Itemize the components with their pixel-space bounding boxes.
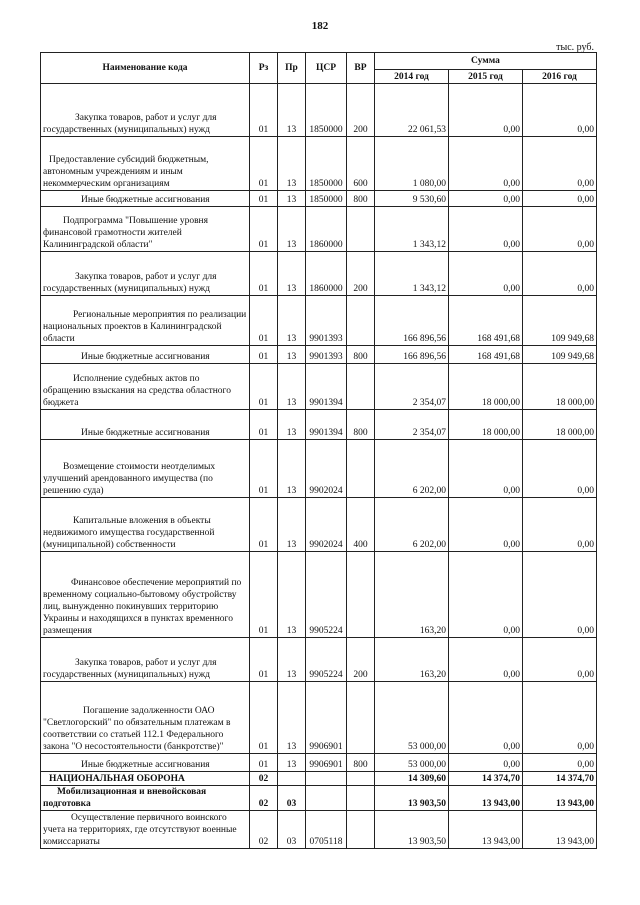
table-row xyxy=(41,772,597,786)
cell-y2014: 6 202,00 xyxy=(375,440,449,498)
cell-csr: 9901394 xyxy=(306,410,347,440)
cell-y2014: 1 343,12 xyxy=(375,207,449,252)
cell-y2016: 109 949,68 xyxy=(523,296,597,346)
cell-vr: 800 xyxy=(347,754,375,772)
cell-y2016: 0,00 xyxy=(523,207,597,252)
cell-y2014: 163,20 xyxy=(375,552,449,638)
cell-vr: 600 xyxy=(347,137,375,191)
cell-pr: 13 xyxy=(278,754,306,772)
table-row xyxy=(41,811,597,849)
cell-vr: 800 xyxy=(347,410,375,440)
cell-y2015: 0,00 xyxy=(449,638,523,682)
cell-csr: 1860000 xyxy=(306,207,347,252)
cell-csr: 0705118 xyxy=(306,811,347,849)
cell-y2016: 0,00 xyxy=(523,552,597,638)
cell-pr: 13 xyxy=(278,346,306,364)
cell-csr: 9901393 xyxy=(306,296,347,346)
cell-y2014: 53 000,00 xyxy=(375,682,449,754)
cell-y2016: 18 000,00 xyxy=(523,364,597,410)
cell-y2016: 0,00 xyxy=(523,191,597,207)
table-row xyxy=(41,191,597,207)
cell-vr xyxy=(347,786,375,811)
cell-y2015: 0,00 xyxy=(449,754,523,772)
cell-pr: 13 xyxy=(278,638,306,682)
cell-y2014: 13 903,50 xyxy=(375,786,449,811)
cell-csr: 9902024 xyxy=(306,498,347,552)
cell-vr xyxy=(347,552,375,638)
cell-pr: 13 xyxy=(278,296,306,346)
header-2016: 2016 год xyxy=(523,70,597,84)
cell-csr: 9905224 xyxy=(306,638,347,682)
table-row xyxy=(41,346,597,364)
cell-y2016: 0,00 xyxy=(523,754,597,772)
header-2014: 2014 год xyxy=(375,70,449,84)
cell-y2015: 0,00 xyxy=(449,440,523,498)
cell-csr: 9905224 xyxy=(306,552,347,638)
cell-rz: 01 xyxy=(250,498,278,552)
cell-vr: 400 xyxy=(347,498,375,552)
row-name: Подпрограмма "Повышение уровня финансовой грамотности жителей Калининградской области" xyxy=(41,207,250,252)
cell-y2015: 18 000,00 xyxy=(449,410,523,440)
cell-y2016: 0,00 xyxy=(523,498,597,552)
cell-pr: 13 xyxy=(278,410,306,440)
row-name: Иные бюджетные ассигнования xyxy=(41,346,250,364)
cell-y2016: 13 943,00 xyxy=(523,786,597,811)
cell-vr: 200 xyxy=(347,84,375,137)
cell-pr: 13 xyxy=(278,440,306,498)
header-rz: Рз xyxy=(250,53,278,84)
table-row xyxy=(41,754,597,772)
cell-pr xyxy=(278,772,306,786)
cell-rz: 01 xyxy=(250,252,278,296)
cell-y2014: 14 309,60 xyxy=(375,772,449,786)
cell-y2014: 2 354,07 xyxy=(375,364,449,410)
cell-vr xyxy=(347,682,375,754)
cell-csr: 9901393 xyxy=(306,346,347,364)
table-row xyxy=(41,498,597,552)
cell-rz: 01 xyxy=(250,364,278,410)
cell-csr: 9906901 xyxy=(306,682,347,754)
row-name: Закупка товаров, работ и услуг для государственных (муниципальных) нужд xyxy=(41,638,250,682)
cell-rz: 01 xyxy=(250,346,278,364)
cell-y2014: 9 530,60 xyxy=(375,191,449,207)
cell-csr: 1850000 xyxy=(306,84,347,137)
cell-csr: 9906901 xyxy=(306,754,347,772)
table-row xyxy=(41,207,597,252)
row-name: Капитальные вложения в объекты недвижимого имущества государственной (муниципальной) собственности xyxy=(41,498,250,552)
cell-y2014: 53 000,00 xyxy=(375,754,449,772)
row-name: Погашение задолженности ОАО "Светлогорский" по обязательным платежам в соответствии со статьей 112.1 Федерального закона "О несостоятельности (банкротстве)" xyxy=(41,682,250,754)
cell-y2014: 13 903,50 xyxy=(375,811,449,849)
cell-vr: 800 xyxy=(347,191,375,207)
cell-csr xyxy=(306,786,347,811)
cell-y2015: 13 943,00 xyxy=(449,786,523,811)
cell-rz: 01 xyxy=(250,682,278,754)
table-row xyxy=(41,440,597,498)
cell-y2015: 0,00 xyxy=(449,552,523,638)
cell-y2015: 14 374,70 xyxy=(449,772,523,786)
cell-rz: 01 xyxy=(250,191,278,207)
row-name: Финансовое обеспечение мероприятий по временному социально-бытовому обустройству лиц, вынужденно покинувших территорию Украины и находящихся в пунктах временного размещения xyxy=(41,552,250,638)
cell-vr xyxy=(347,440,375,498)
cell-y2016: 13 943,00 xyxy=(523,811,597,849)
row-name: Мобилизационная и вневойсковая подготовка xyxy=(41,786,250,811)
cell-y2016: 0,00 xyxy=(523,440,597,498)
cell-vr: 800 xyxy=(347,346,375,364)
cell-pr: 13 xyxy=(278,552,306,638)
cell-rz: 01 xyxy=(250,137,278,191)
row-name: Иные бюджетные ассигнования xyxy=(41,410,250,440)
table-row xyxy=(41,552,597,638)
row-name: Закупка товаров, работ и услуг для государственных (муниципальных) нужд xyxy=(41,252,250,296)
table-row xyxy=(41,410,597,440)
header-vr: ВР xyxy=(347,53,375,84)
row-name: Закупка товаров, работ и услуг для государственных (муниципальных) нужд xyxy=(41,84,250,137)
cell-csr: 1850000 xyxy=(306,137,347,191)
cell-pr: 13 xyxy=(278,207,306,252)
cell-pr: 13 xyxy=(278,252,306,296)
cell-y2014: 166 896,56 xyxy=(375,296,449,346)
row-name: Региональные мероприятия по реализации национальных проектов в Калининградской области xyxy=(41,296,250,346)
cell-y2016: 18 000,00 xyxy=(523,410,597,440)
table-row xyxy=(41,252,597,296)
cell-y2016: 0,00 xyxy=(523,84,597,137)
cell-y2014: 163,20 xyxy=(375,638,449,682)
cell-y2014: 1 343,12 xyxy=(375,252,449,296)
row-name: Иные бюджетные ассигнования xyxy=(41,191,250,207)
cell-y2016: 0,00 xyxy=(523,682,597,754)
cell-y2015: 168 491,68 xyxy=(449,296,523,346)
cell-csr: 9901394 xyxy=(306,364,347,410)
cell-csr xyxy=(306,772,347,786)
table-row xyxy=(41,682,597,754)
header-pr: Пр xyxy=(278,53,306,84)
cell-rz: 02 xyxy=(250,786,278,811)
cell-rz: 01 xyxy=(250,296,278,346)
cell-csr: 1850000 xyxy=(306,191,347,207)
cell-y2014: 166 896,56 xyxy=(375,346,449,364)
cell-pr: 13 xyxy=(278,191,306,207)
cell-rz: 01 xyxy=(250,410,278,440)
cell-rz: 02 xyxy=(250,772,278,786)
cell-rz: 01 xyxy=(250,84,278,137)
cell-y2016: 109 949,68 xyxy=(523,346,597,364)
cell-rz: 01 xyxy=(250,638,278,682)
row-name: Исполнение судебных актов по обращению взыскания на средства областного бюджета xyxy=(41,364,250,410)
row-name: Возмещение стоимости неотделимых улучшений арендованного имущества (по решению суда) xyxy=(41,440,250,498)
cell-vr xyxy=(347,811,375,849)
page-number: 182 xyxy=(311,20,329,32)
cell-y2015: 18 000,00 xyxy=(449,364,523,410)
table-row xyxy=(41,364,597,410)
cell-y2015: 0,00 xyxy=(449,84,523,137)
table-row xyxy=(41,137,597,191)
cell-y2016: 0,00 xyxy=(523,638,597,682)
cell-y2014: 22 061,53 xyxy=(375,84,449,137)
cell-rz: 02 xyxy=(250,811,278,849)
cell-pr: 13 xyxy=(278,137,306,191)
table-row xyxy=(41,786,597,811)
cell-pr: 13 xyxy=(278,682,306,754)
cell-y2016: 0,00 xyxy=(523,252,597,296)
row-name: НАЦИОНАЛЬНАЯ ОБОРОНА xyxy=(41,772,250,786)
cell-pr: 03 xyxy=(278,811,306,849)
cell-csr: 9902024 xyxy=(306,440,347,498)
cell-y2015: 168 491,68 xyxy=(449,346,523,364)
row-name: Иные бюджетные ассигнования xyxy=(41,754,250,772)
cell-y2014: 6 202,00 xyxy=(375,498,449,552)
cell-vr: 200 xyxy=(347,638,375,682)
row-name: Предоставление субсидий бюджетным, автономным учреждениям и иным некоммерческим организациям xyxy=(41,137,250,191)
header-csr: ЦСР xyxy=(306,53,347,84)
cell-rz: 01 xyxy=(250,440,278,498)
header-2015: 2015 год xyxy=(449,70,523,84)
cell-y2015: 0,00 xyxy=(449,252,523,296)
cell-y2016: 14 374,70 xyxy=(523,772,597,786)
cell-y2015: 0,00 xyxy=(449,498,523,552)
cell-vr: 200 xyxy=(347,252,375,296)
cell-y2015: 0,00 xyxy=(449,191,523,207)
cell-pr: 03 xyxy=(278,786,306,811)
cell-y2015: 13 943,00 xyxy=(449,811,523,849)
cell-rz: 01 xyxy=(250,552,278,638)
table-row xyxy=(41,84,597,137)
cell-y2015: 0,00 xyxy=(449,207,523,252)
cell-y2014: 2 354,07 xyxy=(375,410,449,440)
cell-pr: 13 xyxy=(278,364,306,410)
cell-pr: 13 xyxy=(278,84,306,137)
units-label: тыс. руб. xyxy=(556,42,594,53)
table-row xyxy=(41,638,597,682)
cell-pr: 13 xyxy=(278,498,306,552)
row-name: Осуществление первичного воинского учета на территориях, где отсутствуют военные комиссариаты xyxy=(41,811,250,849)
cell-vr xyxy=(347,364,375,410)
header-name: Наименование кода xyxy=(41,53,250,84)
cell-vr xyxy=(347,772,375,786)
cell-rz: 01 xyxy=(250,207,278,252)
cell-rz: 01 xyxy=(250,754,278,772)
cell-y2016: 0,00 xyxy=(523,137,597,191)
cell-y2014: 1 080,00 xyxy=(375,137,449,191)
cell-vr xyxy=(347,207,375,252)
table-row xyxy=(41,296,597,346)
header-sum: Сумма xyxy=(375,53,597,70)
budget-table xyxy=(40,52,597,849)
cell-y2015: 0,00 xyxy=(449,137,523,191)
cell-csr: 1860000 xyxy=(306,252,347,296)
cell-y2015: 0,00 xyxy=(449,682,523,754)
table-body xyxy=(41,84,597,849)
cell-vr xyxy=(347,296,375,346)
